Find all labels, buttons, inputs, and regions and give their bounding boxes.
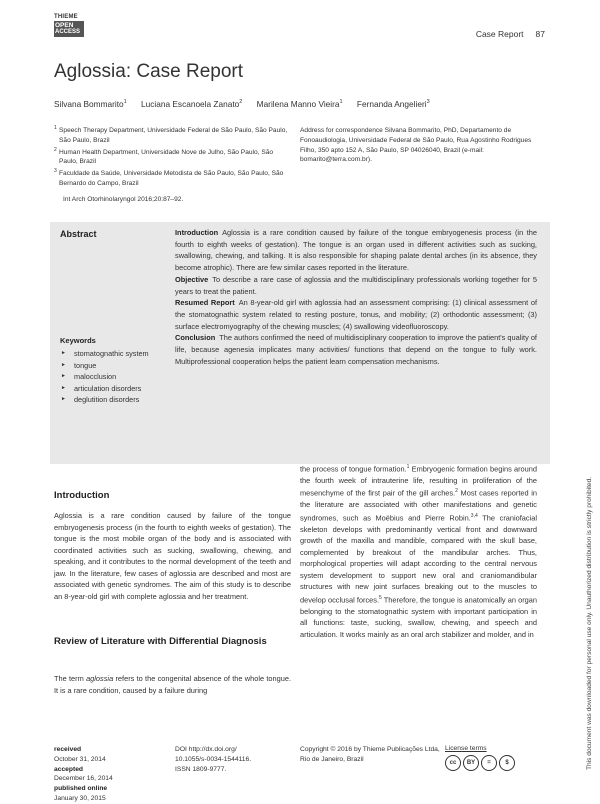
affiliations (54, 126, 289, 191)
author-list (54, 99, 442, 109)
affiliation: 3 Faculdade da Saúde, Universidade Metodista de São Paulo, São Paulo, São Bernardo do Campo, Brazil (54, 168, 284, 187)
keyword-item: ► malocclusion (60, 371, 170, 383)
introduction-heading: Introduction (54, 490, 110, 501)
affiliation: 1 Speech Therapy Department, Universidade Federal de São Paulo, São Paulo, São Paulo, Brazil (54, 125, 288, 144)
doi: 10.1055/s-0034-1544116. (175, 755, 252, 763)
body-paragraph: the process of tongue formation.$^1$ Embryogenic formation begins around the fourth week of intrauterine life, resulting in proliferation of the mesenchyme of the first pair of the gill arches.$^2$ Most cases reported in the literature are associated with other manifestations and genetic syndromes, such as Moëbius and Pierre Robin.$^{3,4}$ The craniofacial skeleton develops with predominantly vertical front and downward growth of the maxilla and mandible, compared with the skull base, complemented by breakout of the mandibular arches. Thus, morphological properties will adapt according to the central nervous system development to support new oral and craniomandibular structures with new joint surfaces breaking out to the muscles to develop occlusal forces.$^5$ Therefore, the tongue is anatomically an organ belonging to the stomatognathic system with important participation in all functions: taste, sucking, swallow, chewing, and speech and articulation. It works mainly as an oral arch stabilizer and molder, and in (300, 464, 538, 639)
nd-icon: = (481, 755, 497, 771)
thieme-open-access-logo (54, 14, 84, 44)
by-icon: BY (463, 755, 479, 771)
running-header (464, 29, 545, 39)
abstract-introduction: Introduction Aglossia is a rare condition caused by failure of the tongue embryogenesis process (in the fourth to eighth weeks of gestation). The tongue is an organ used in different activities such as sucking, swallowing, chewing, and talking. It is also responsible for shaping palate dental arches (in its absence, they become atrophic). There are few similar cases reported in the literature. (175, 228, 537, 273)
review-heading: Review of Literature with Differential Diagnosis (54, 636, 267, 647)
abstract-conclusion: Conclusion The authors confirmed the need of multidisciplinary cooperation to improve the patient's quality of life, because agenesia implicates many activities/ functions that depend on the tongue to fully work. Multiprofessional cooperation helps the patient learn compensation mechanisms. (175, 333, 537, 366)
author: Luciana Escanoela Zanato$^2$ (141, 99, 243, 109)
logo-line-1: THIEME (54, 14, 78, 20)
keywords-heading: Keywords (60, 336, 96, 345)
doi-label[interactable]: DOI http://dx.doi.org/ (175, 746, 237, 753)
correspondence-address: Address for correspondence Silvana Bommarito, PhD, Departamento de Fonoaudiologia, Universidade Federal de São Paulo, Rua Agostinho Rodrigues Filho, 350 apto 152 A, São Paulo, SP 04026040, Brazil (e-mail: bomarito@terra.com.br). (300, 127, 532, 164)
introduction-section (54, 490, 291, 602)
citation: Int Arch Otorhinolaryngol 2016;20:87–92. (63, 196, 184, 203)
review-text: The term aglossia refers to the congenital absence of the whole tongue. It is a rare condition, caused by a failure during (54, 674, 291, 695)
abstract-text (175, 227, 537, 367)
copyright: Copyright © 2016 by Thieme Publicações Ltda, Rio de Janeiro, Brazil (300, 746, 440, 763)
creative-commons-badge[interactable] (445, 755, 515, 771)
affiliation: 2 Human Health Department, Universidade Nove de Julho, São Paulo, São Paulo, Brazil (54, 146, 274, 166)
header-section: Case Report (475, 29, 524, 39)
author: Fernanda Angelieri$^3$ (356, 99, 430, 109)
right-column-text (300, 462, 537, 640)
article-title: Aglossia: Case Report (54, 61, 244, 82)
logo-line-2: OPEN (54, 21, 84, 29)
license (445, 745, 515, 771)
abstract-report: Resumed Report An 8-year-old girl with aglossia had an assessment comprising: (1) clinical assessment of the stomatognathic system related to resting posture, tonus, and mobility; (2) orthodontic assessment; (3) surface electromyography of the chewing muscles; (4) swallowing videofluoroscopy. (175, 298, 537, 331)
nc-icon: $ (499, 755, 515, 771)
introduction-text: Aglossia is a rare condition caused by failure of the tongue embryogenesis process (in the fourth to eighth weeks of gestation). The tongue is the most mobile organ of the body and is associated with coordinated activities such as sucking, swallowing, chewing, and speaking, and it contributes to the normal development of the teeth and jaw. In the literature, few cases of aglossia are described and most are associated with genetic syndromes. The aim of this study is to describe an 8-year-old girl with complete aglossia and her treatment. (54, 511, 291, 601)
keyword-item: ► stomatognathic system (60, 348, 170, 360)
doi-issn (175, 745, 295, 774)
download-notice: This document was downloaded for personal use only. Unauthorized distribution is strictly prohibited. (586, 476, 593, 770)
review-section (54, 673, 291, 696)
keyword-item: ► tongue (60, 360, 170, 372)
keyword-list (60, 348, 170, 406)
author: Silvana Bommarito$^1$ (54, 99, 127, 109)
abstract-heading: Abstract (60, 229, 97, 239)
keyword-item: ► deglutition disorders (60, 394, 170, 406)
article-dates: received October 31, 2014 accepted December 16, 2014 published online January 30, 2015 (54, 746, 113, 802)
author: Marilena Manno Vieira$^1$ (256, 99, 343, 109)
cc-icon: cc (445, 755, 461, 771)
abstract-objective: Objective To describe a rare case of aglossia and the multidisciplinary professionals working together for 5 years to treat the patient. (175, 274, 537, 296)
issn: ISSN 1809-9777. (175, 765, 227, 773)
logo-line-3: ACCESS (54, 29, 84, 37)
page-number: 87 (535, 29, 545, 39)
abstract-box (50, 222, 550, 464)
keyword-item: ► articulation disorders (60, 383, 170, 395)
license-terms-link[interactable]: License terms (445, 745, 487, 752)
